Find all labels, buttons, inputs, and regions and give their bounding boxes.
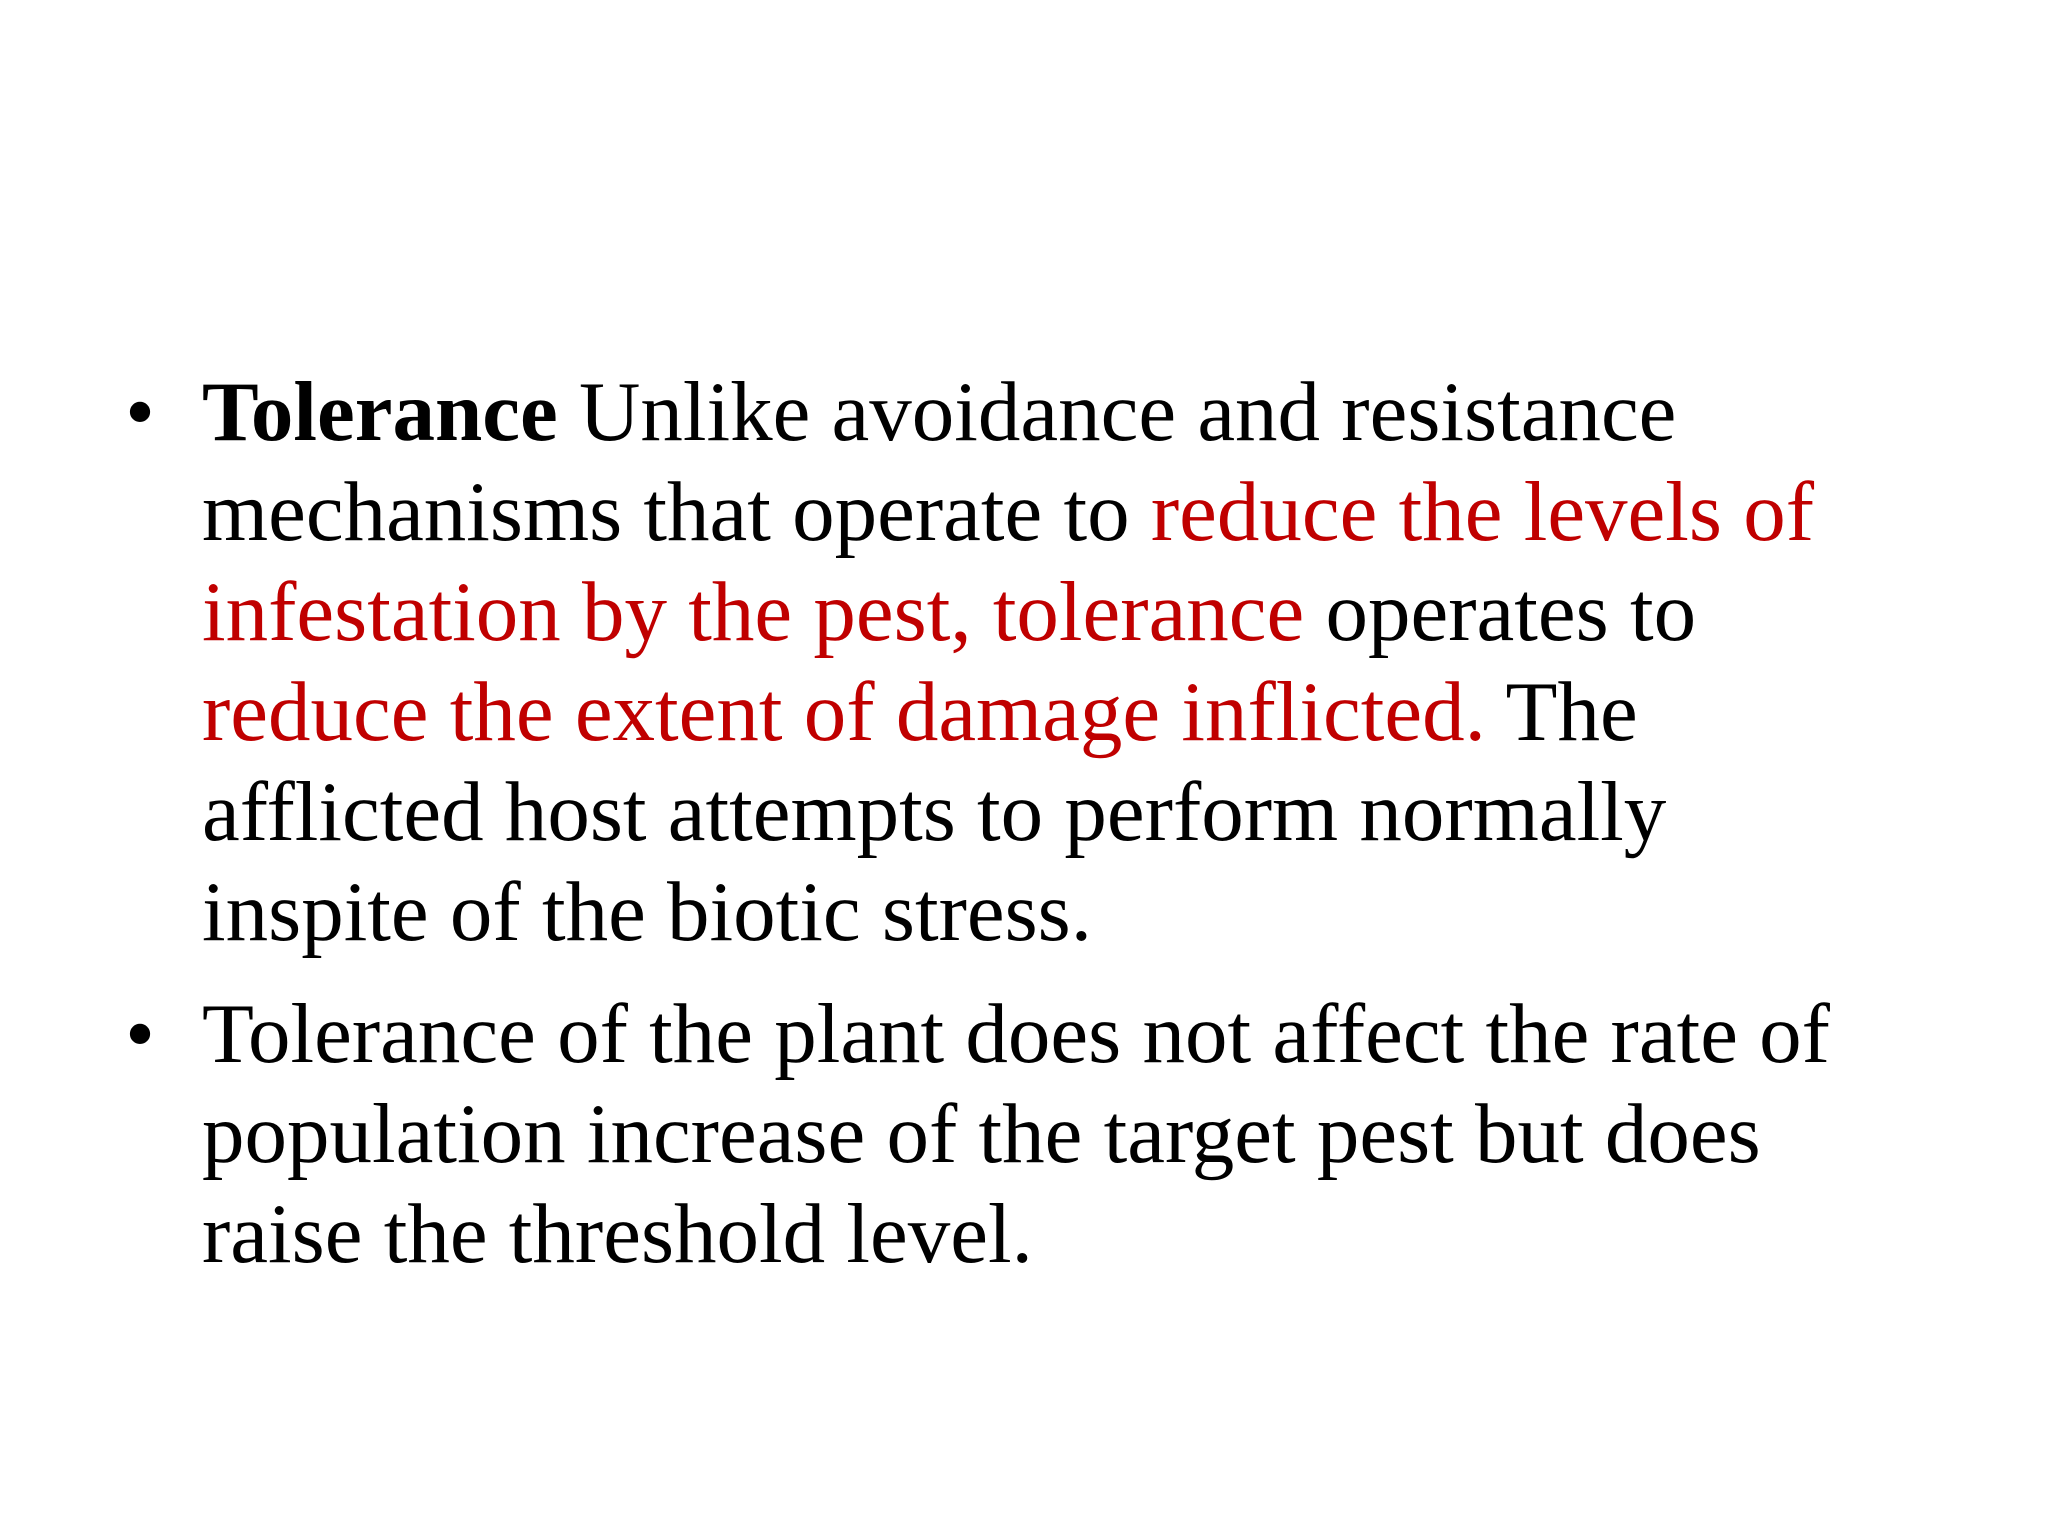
text-span: mechanisms that operate to <box>202 465 1151 559</box>
bullet-line <box>202 984 2000 1084</box>
bullet-list <box>120 362 2000 1306</box>
bullet-line <box>202 1084 2000 1184</box>
bullet-line <box>202 662 2000 762</box>
bullet-line <box>202 1184 2000 1284</box>
bullet-line <box>202 762 2000 862</box>
bullet-line <box>202 562 2000 662</box>
text-span: raise the threshold level. <box>202 1187 1033 1281</box>
text-span: inspite of the biotic stress. <box>202 865 1093 959</box>
bullet-marker: • <box>125 987 155 1081</box>
bullet-line <box>202 462 2000 562</box>
bullet-item-tolerance-definition <box>120 362 2000 962</box>
text-span: operates to <box>1304 565 1697 659</box>
bullet-marker: • <box>125 365 155 459</box>
highlighted-text: infestation by the pest, tolerance <box>202 565 1305 659</box>
text-span: Unlike avoidance and resistance <box>557 365 1677 459</box>
text-span: The <box>1485 665 1638 759</box>
highlighted-text: reduce the extent of damage inflicted. <box>202 665 1486 759</box>
text-span: Tolerance of the plant does not affect the rate of <box>202 987 1830 1081</box>
bold-term: Tolerance <box>202 365 558 459</box>
bullet-line <box>202 362 2000 462</box>
text-span: afflicted host attempts to perform normally <box>202 765 1667 859</box>
highlighted-text: reduce the levels of <box>1150 465 1815 559</box>
text-span: population increase of the target pest but does <box>202 1087 1761 1181</box>
bullet-line <box>202 862 2000 962</box>
bullet-item-tolerance-effect <box>120 984 2000 1284</box>
